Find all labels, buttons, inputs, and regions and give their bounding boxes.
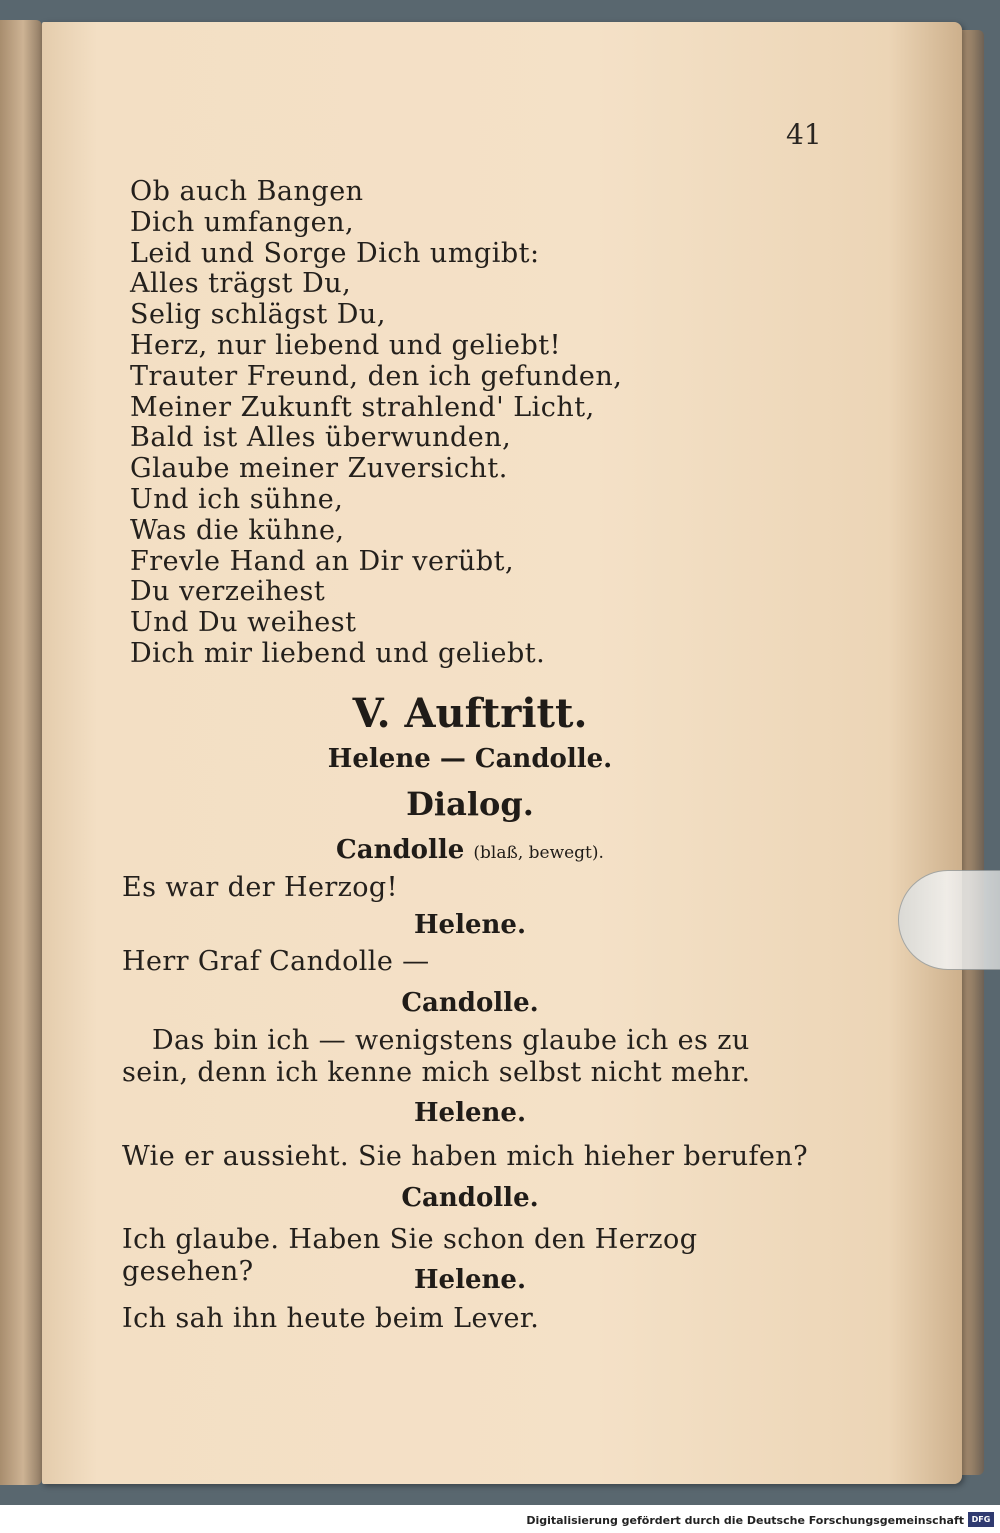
verse-line: Und ich sühne, [130,483,344,515]
dialogue-text: Herr Graf Candolle — [122,946,430,977]
scene-persons: Helene — Candolle. [327,744,613,774]
verse-line: Ob auch Bangen [130,176,364,207]
page-stack-edge [960,30,984,1475]
verse-line: Und Du weihest [130,607,357,639]
scene-title: V. Auftritt. [352,690,588,737]
dialogue-text: Wie er aussieht. Sie haben mich hieher berufen? [122,1141,808,1172]
scene-type: Dialog. [406,785,534,823]
verse-line: Glaube meiner Zuversicht. [130,453,508,485]
dialogue-text: Ich sah ihn heute beim Lever. [122,1303,540,1334]
verse-line: Alles trägst Du, [130,268,352,300]
verse-line: Du verzeihest [130,576,326,608]
stage-direction: (blaß, bewegt). [473,843,604,863]
verse-line: Dich umfangen, [130,206,355,238]
dfg-logo: DFG [968,1512,994,1527]
verse-line: Bald ist Alles überwunden, [130,422,512,454]
footer-credit: Digitalisierung gefördert durch die Deutsche Forschungsgemeinschaft [526,1514,964,1527]
previous-page-edge [0,20,42,1485]
page-number: 41 [786,118,822,151]
verse-block [130,177,770,670]
verse-line: Selig schlägst Du, [130,299,386,331]
speaker-heading: Helene. [413,1265,527,1295]
speaker-heading: Helene. [413,1098,527,1128]
speaker-name: Candolle [336,835,465,865]
page-tab-marker [898,870,1000,970]
speaker-heading: Candolle. [401,988,539,1018]
verse-line: Herz, nur liebend und geliebt! [130,329,561,361]
verse-line: Frevle Hand an Dir verübt, [130,545,515,577]
verse-line: Leid und Sorge Dich umgibt: [130,237,540,269]
verse-line: Trauter Freund, den ich gefunden, [130,360,623,392]
verse-line: Dich mir liebend und geliebt. [130,637,546,669]
verse-line: Was die kühne, [130,514,345,546]
speaker-heading: Candolle. [401,1183,539,1213]
dialogue-text: Ich glaube. Haben Sie schon den Herzog gesehen? [122,1224,698,1287]
verse-line: Meiner Zukunft strahlend' Licht, [130,391,595,423]
speaker-heading [130,835,810,865]
dialogue-text: Es war der Herzog! [122,872,398,903]
dialogue-text: Das bin ich — wenigstens glaube ich es zu sein, denn ich kenne mich selbst nicht mehr. [122,1025,751,1088]
speaker-heading: Helene. [413,910,527,940]
